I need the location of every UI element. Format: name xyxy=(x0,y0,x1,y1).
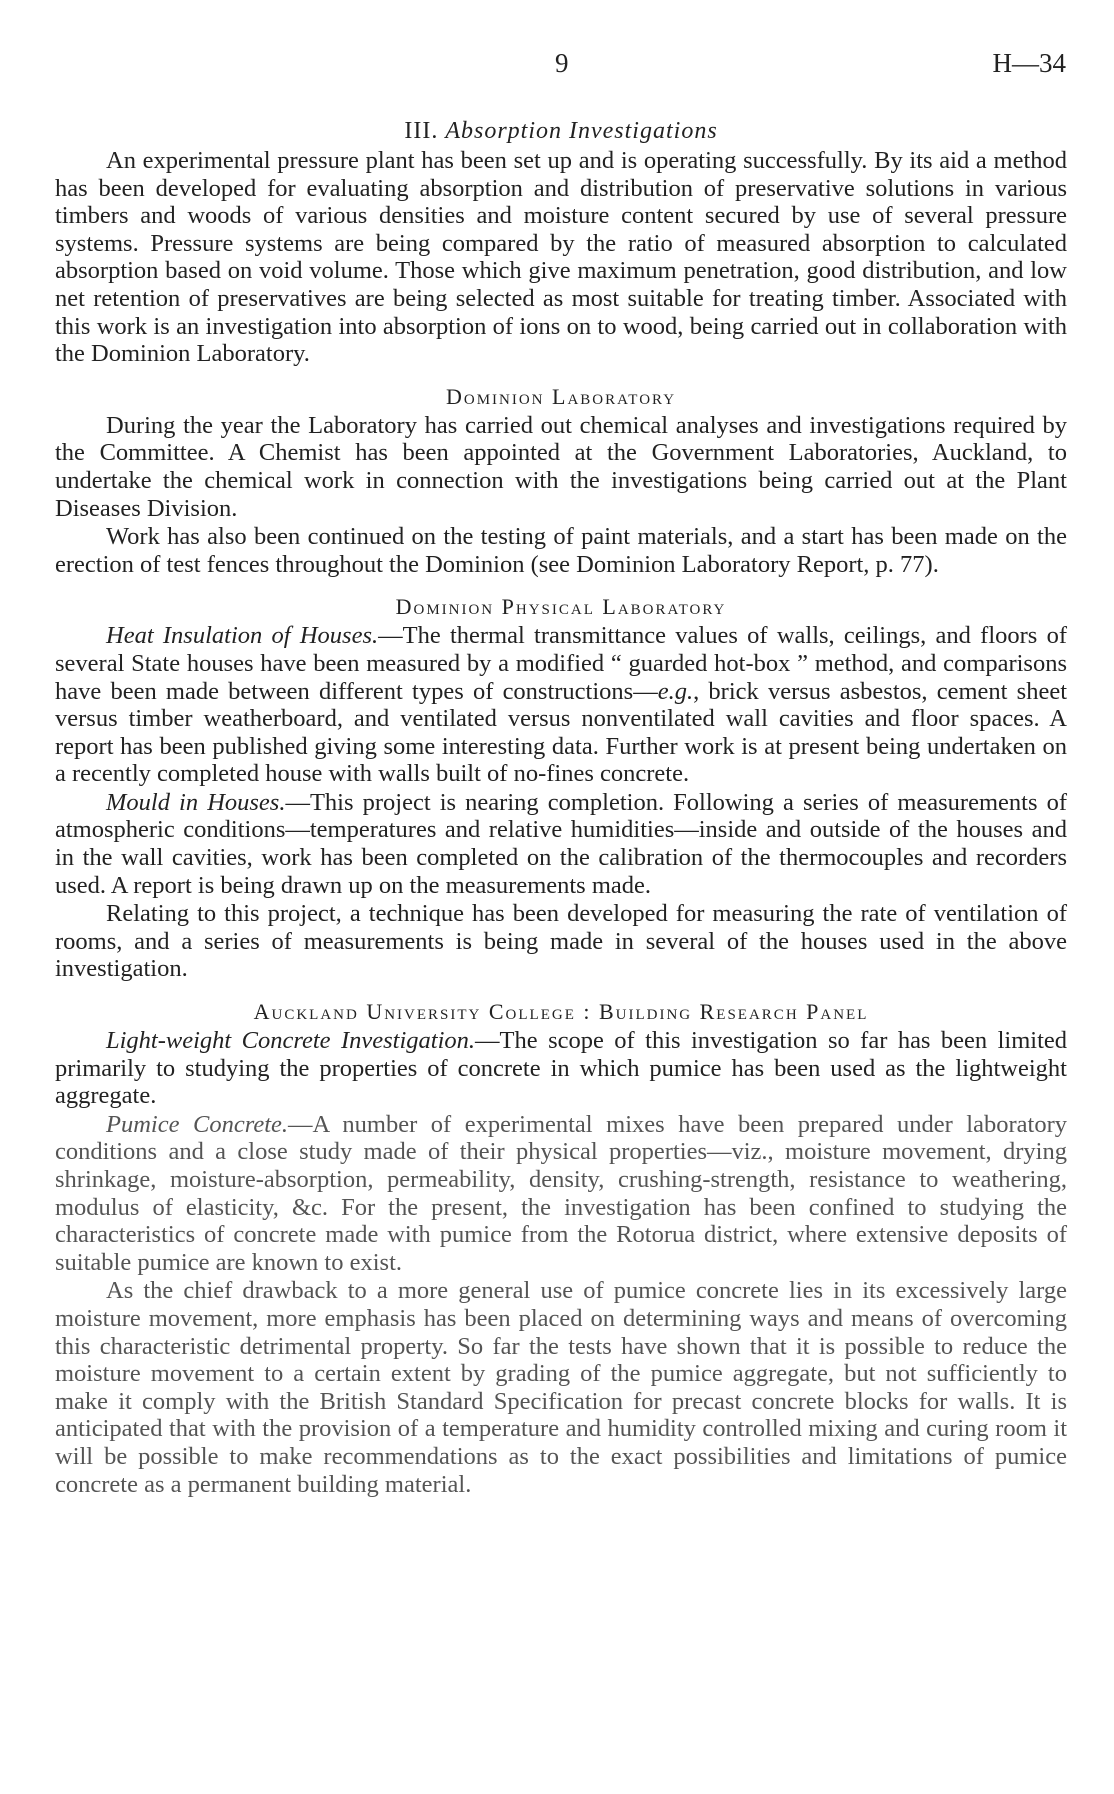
pumice-text: —A number of experimental mixes have been prepared under laboratory conditions and a close study made of their physical properties—viz., moisture movement, drying shrinkage, moisture-absorption, permeability, density, crushing-strength, resistance to weathering, modulus of elasticity, &c. For the present, the investigation has been confined to studying the characteristics of concrete made with pumice from the Rotorua district, where extensive deposits of suitable pumice are known to exist. xyxy=(55,1110,1067,1276)
section-title: Absorption Investigations xyxy=(445,118,718,144)
heat-insulation-eg: e.g. xyxy=(657,677,694,705)
paragraph-pumice-concrete xyxy=(55,1111,1067,1277)
section-heading-physical-laboratory: Dominion Physical Laboratory xyxy=(395,594,727,620)
section-heading-auckland: Auckland University College : Building Research Panel xyxy=(253,999,869,1025)
page-number: 9 xyxy=(555,48,569,78)
document-reference: H—34 xyxy=(992,48,1066,78)
section-heading-absorption xyxy=(55,118,1067,145)
paragraph-heat-insulation xyxy=(55,622,1067,788)
paragraph-absorption: An experimental pressure plant has been set up and is operating successfully. By its aid a method has been developed for evaluating absorption and distribution of preservative solutions in various timbers and woods of various densities and moisture content secured by use of several pressure systems. Pressure systems are being compared by the ratio of measured absorption to calculated absorption based on void volume. Those which give maximum penetration, good distribution, and low net retention of preservatives are being selected as most suitable for treating timber. Associated with this work is an investigation into absorption of ions on to wood, being carried out in collaboration with the Dominion Laboratory. xyxy=(55,147,1067,368)
paragraph-mould xyxy=(55,789,1067,899)
paragraph-dominion-lab-2: Work has also been continued on the testing of paint materials, and a start has been made on the erection of test fences throughout the Dominion (see Dominion Laboratory Report, p. 77). xyxy=(55,523,1067,578)
lightweight-heading: Light-weight Concrete Investigation. xyxy=(106,1027,476,1055)
heat-insulation-text-a: —The thermal transmittance values of walls, ceilings, and floors of several State houses have been measured by a modified “ guarded hot-box ” method, and comparisons have been made between different types of constructions— xyxy=(55,622,1067,705)
pumice-heading: Pumice Concrete. xyxy=(106,1110,289,1138)
paragraph-ventilation: Relating to this project, a technique has been developed for measuring the rate of ventilation of rooms, and a series of measurements is being made in several of the houses used in the above investigation. xyxy=(55,900,1067,983)
section-heading-dominion-laboratory: Dominion Laboratory xyxy=(445,383,677,409)
paragraph-drawback: As the chief drawback to a more general use of pumice concrete lies in its excessively large moisture movement, more emphasis has been placed on determining ways and means of overcoming this characteristic detrimental property. So far the tests have shown that it is possible to reduce the moisture movement to a certain extent by grading of the pumice aggregate, but not sufficiently to make it comply with the British Standard Specification for precast concrete blocks for walls. It is anticipated that with the provision of a temperature and humidity controlled mixing and curing room it will be possible to make recommendations as to the exact possibilities and limitations of pumice concrete as a permanent building material. xyxy=(55,1277,1067,1498)
heat-insulation-text-b: , brick versus asbestos, cement sheet versus timber weatherboard, and ventilated versus nonventilated wall cavities and floor spaces. A report has been published giving some interesting data. Further work is at present being undertaken on a recently completed house with walls built of no-fines concrete. xyxy=(55,677,1067,788)
mould-text: —This project is nearing completion. Following a series of measurements of atmospheric conditions—temperatures and relative humidities—inside and outside of the houses and in the wall cavities, work has been completed on the calibration of the thermocouples and recorders used. A report is being drawn up on the measurements made. xyxy=(55,788,1067,899)
paragraph-dominion-lab-1: During the year the Laboratory has carried out chemical analyses and investigations required by the Committee. A Chemist has been appointed at the Government Laboratories, Auckland, to undertake the chemical work in connection with the investigations being carried out at the Plant Diseases Division. xyxy=(55,411,1067,522)
lightweight-text: —The scope of this investigation so far has been limited primarily to studying the properties of concrete in which pumice has been used as the lightweight aggregate. xyxy=(55,1027,1067,1110)
paragraph-lightweight-concrete xyxy=(55,1027,1067,1110)
page-body xyxy=(55,118,1067,1498)
heat-insulation-heading: Heat Insulation of Houses. xyxy=(106,622,379,650)
section-numeral: III. xyxy=(404,118,439,144)
mould-heading: Mould in Houses. xyxy=(106,788,286,816)
